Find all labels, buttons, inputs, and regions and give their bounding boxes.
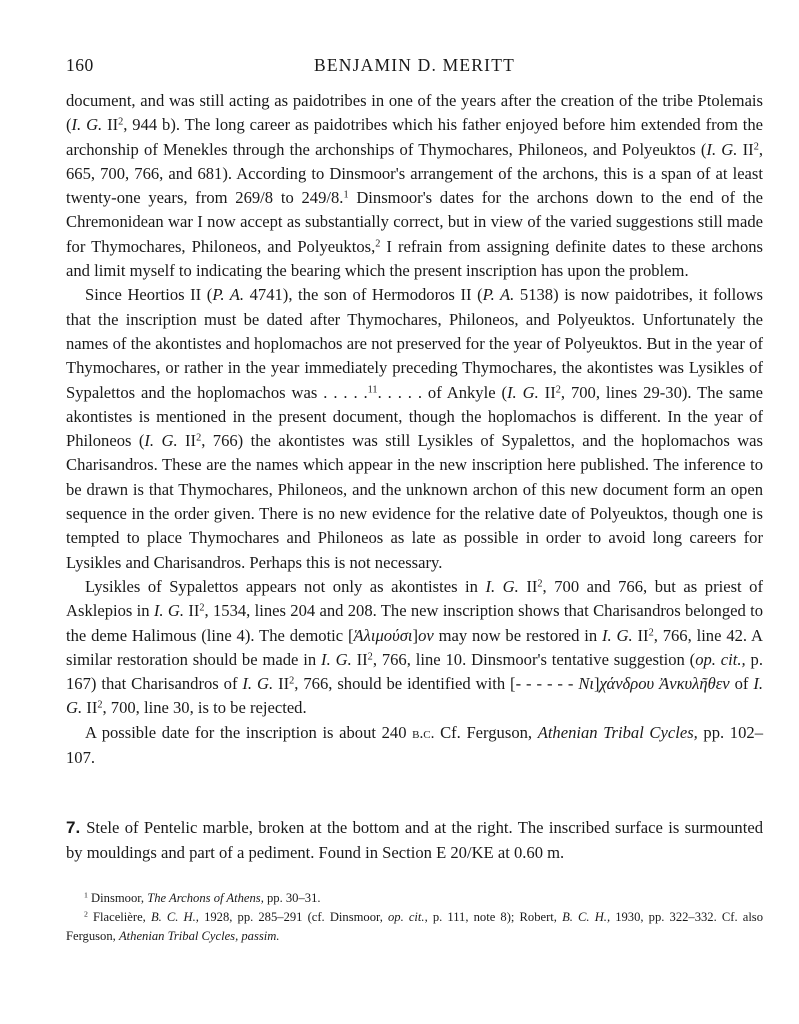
italic-text: Athenian Tribal Cycles,	[537, 722, 698, 742]
italic-text: Νι	[578, 674, 594, 694]
text-run: . . . . . of Ankyle (	[377, 382, 508, 402]
italic-text: Athenian Tribal Cycles, passim.	[118, 928, 280, 943]
text-run: document, and was still acting as paidotribes in one of the years after the creation of the tribe Ptolemais (	[66, 91, 763, 135]
section-number: 7.	[66, 818, 81, 838]
paragraph	[66, 89, 763, 283]
superscript: 1	[84, 890, 88, 900]
text-run: Dinsmoor's dates for the archons down to the end of the Chremonidean war I now accept as substantially correct, but in view of the varied suggestions still made for Thymochares, Philoneos, and Polyeuktos,	[66, 188, 763, 256]
italic-text: ον	[418, 625, 434, 645]
superscript: 2	[118, 116, 124, 128]
text-run: , 766, line 10. Dinsmoor's tentative suggestion (	[372, 649, 696, 669]
text-run: pp. 102–107.	[66, 722, 763, 768]
text-run: Lysikles of Sypalettos appears not only as akontistes in	[85, 576, 486, 596]
superscript: 2	[537, 578, 543, 590]
italic-text: I. G.	[507, 382, 539, 402]
italic-text: I. G.	[144, 431, 178, 451]
italic-text: P. A.	[212, 285, 245, 305]
text-run: , 944 b). The long career as paidotribes which his father enjoyed before him extended from the archonship of Menekles through the archonships of Thymochares, Philoneos, and Polyeuktos (	[66, 115, 763, 159]
italic-text: Ἁλιμούσι	[353, 625, 413, 645]
page-number: 160	[66, 55, 94, 75]
text-run: ]	[594, 674, 600, 694]
text-run: 4741), the son of Hermodoros II (	[244, 285, 483, 305]
text-run: 1930, pp. 322–332. Cf. also Ferguson,	[66, 909, 764, 943]
italic-text: B. C. H.,	[562, 909, 611, 924]
text-run: 1928, pp. 285–291 (cf. Dinsmoor,	[198, 909, 388, 924]
text-run: , 766, line 42. A similar restoration should be made in	[66, 625, 763, 669]
text-run: p. 167) that Charisandros of	[66, 649, 764, 694]
italic-text: I. G.	[321, 649, 352, 669]
text-run: II	[177, 431, 197, 451]
italic-text: I. G.	[153, 601, 185, 621]
section-7	[66, 816, 763, 865]
superscript: 2	[367, 651, 373, 663]
text-run: II	[538, 382, 556, 402]
text-run: Cf. Ferguson,	[434, 722, 538, 742]
text-run: II	[737, 139, 754, 159]
superscript: 2	[555, 383, 561, 395]
text-run: , 700 and 766, but as priest of Asklepios in	[66, 576, 763, 621]
text-run: Since Heortios II (	[85, 285, 213, 305]
text-run: 5138) is now paidotribes, it follows that the inscription must be dated after Thymochares, Philoneos, and Polyeuktos. Unfortunately the names of the akontistes and hoplomachos are not preserved for the year of Polyeuktos. But in the year of Thymochares, or rather in the year immediately preceding Thymochares, the akontistes was Lysikles of Sypalettos and the hoplomachos was . . . . .	[66, 285, 764, 402]
superscript: 2	[196, 432, 202, 444]
running-head	[66, 55, 763, 81]
superscript: 2	[289, 675, 295, 687]
italic-text: I. G.	[66, 674, 764, 718]
text-run: , 700, lines 29-30). The same akontistes is mentioned in the present document, though the hoplomachos is different. In the year of Philoneos (	[66, 382, 763, 451]
text-run: II	[102, 115, 119, 135]
footnote	[66, 908, 763, 946]
superscript: 1	[343, 189, 349, 201]
text-run: Flacelière,	[87, 909, 151, 924]
text-run: II	[273, 674, 290, 694]
italic-text: op. cit.,	[695, 649, 746, 669]
italic-text: The Archons of Athens,	[147, 890, 264, 905]
italic-text: I. G.	[602, 625, 633, 645]
text-run: I refrain from assigning definite dates to these archons and limit myself to indicating the bearing which the present inscription has upon the problem.	[66, 236, 763, 281]
text-run: , 700, line 30, is to be rejected.	[102, 698, 307, 718]
italic-text: P. A.	[482, 285, 515, 305]
footnote	[66, 889, 763, 908]
text-run: may now be restored in	[433, 625, 602, 645]
text-run: II	[82, 698, 98, 718]
paragraph	[66, 575, 763, 721]
text-run: pp. 30–31.	[263, 890, 321, 905]
italic-text: I. G.	[71, 115, 103, 135]
text-run: , 766, should be identified with [- - - - - -	[294, 674, 579, 694]
italic-text: I. G.	[485, 576, 519, 596]
text-run: , 766) the akontistes was still Lysikles of Sypalettos, and the hoplomachos was Charisandros. These are the names which appear in the new inscription here published. The inference to be drawn is that Thymochares, Philoneos, and the unknown archon of this new document form an open sequence in the order given. There is no new evidence for the relative date of Polyeuktos, though one is tempted to place Thymochares and Philoneos as late as possible in order to avoid long careers for Lysikles and Charisandros. Perhaps this is not necessary.	[66, 431, 763, 572]
text-run: II	[351, 649, 368, 669]
italic-text: I. G.	[242, 674, 274, 694]
text-run: Dinsmoor,	[87, 890, 148, 905]
running-title: BENJAMIN D. MERITT	[314, 55, 515, 75]
superscript: 2	[753, 140, 759, 152]
italic-text: χάνδρου Ἀνκυλῆθεν	[599, 674, 730, 694]
text-run: of	[729, 674, 754, 694]
superscript: 11	[367, 383, 378, 395]
superscript: 2	[97, 699, 103, 711]
text-run: , 1534, lines 204 and 208. The new inscription shows that Charisandros belonged to the deme Halimous (line 4). The demotic [	[66, 601, 763, 645]
paragraph	[66, 283, 763, 575]
superscript: 2	[648, 626, 654, 638]
text-run: II	[184, 601, 200, 621]
body-text	[66, 89, 763, 770]
superscript: 2	[375, 238, 381, 250]
text-run: II	[632, 625, 649, 645]
text-run: Stele of Pentelic marble, broken at the bottom and at the right. The inscribed surface is surmounted by mouldings and part of a pediment. Found in Section E 20/KE at 0.60 m.	[66, 818, 763, 862]
text-run: II	[518, 576, 538, 596]
page	[66, 55, 763, 946]
text-run: p. 111, note 8); Robert,	[427, 909, 563, 924]
italic-text: I. G.	[706, 139, 738, 159]
superscript: 2	[84, 909, 88, 919]
text-run: ]	[412, 625, 419, 645]
paragraph	[66, 721, 763, 771]
footnotes	[66, 889, 763, 946]
text-run: , 665, 700, 766, and 681). According to Dinsmoor's arrangement of the archons, this is a span of at least twenty-one years, from 269/8 to 249/8.	[66, 139, 763, 208]
smallcaps-text: b.c.	[412, 724, 435, 742]
italic-text: op. cit.,	[387, 909, 428, 924]
section-7-text	[66, 818, 763, 861]
italic-text: B. C. H.,	[150, 909, 199, 924]
superscript: 2	[199, 602, 205, 614]
text-run: A possible date for the inscription is about 240	[85, 722, 413, 742]
